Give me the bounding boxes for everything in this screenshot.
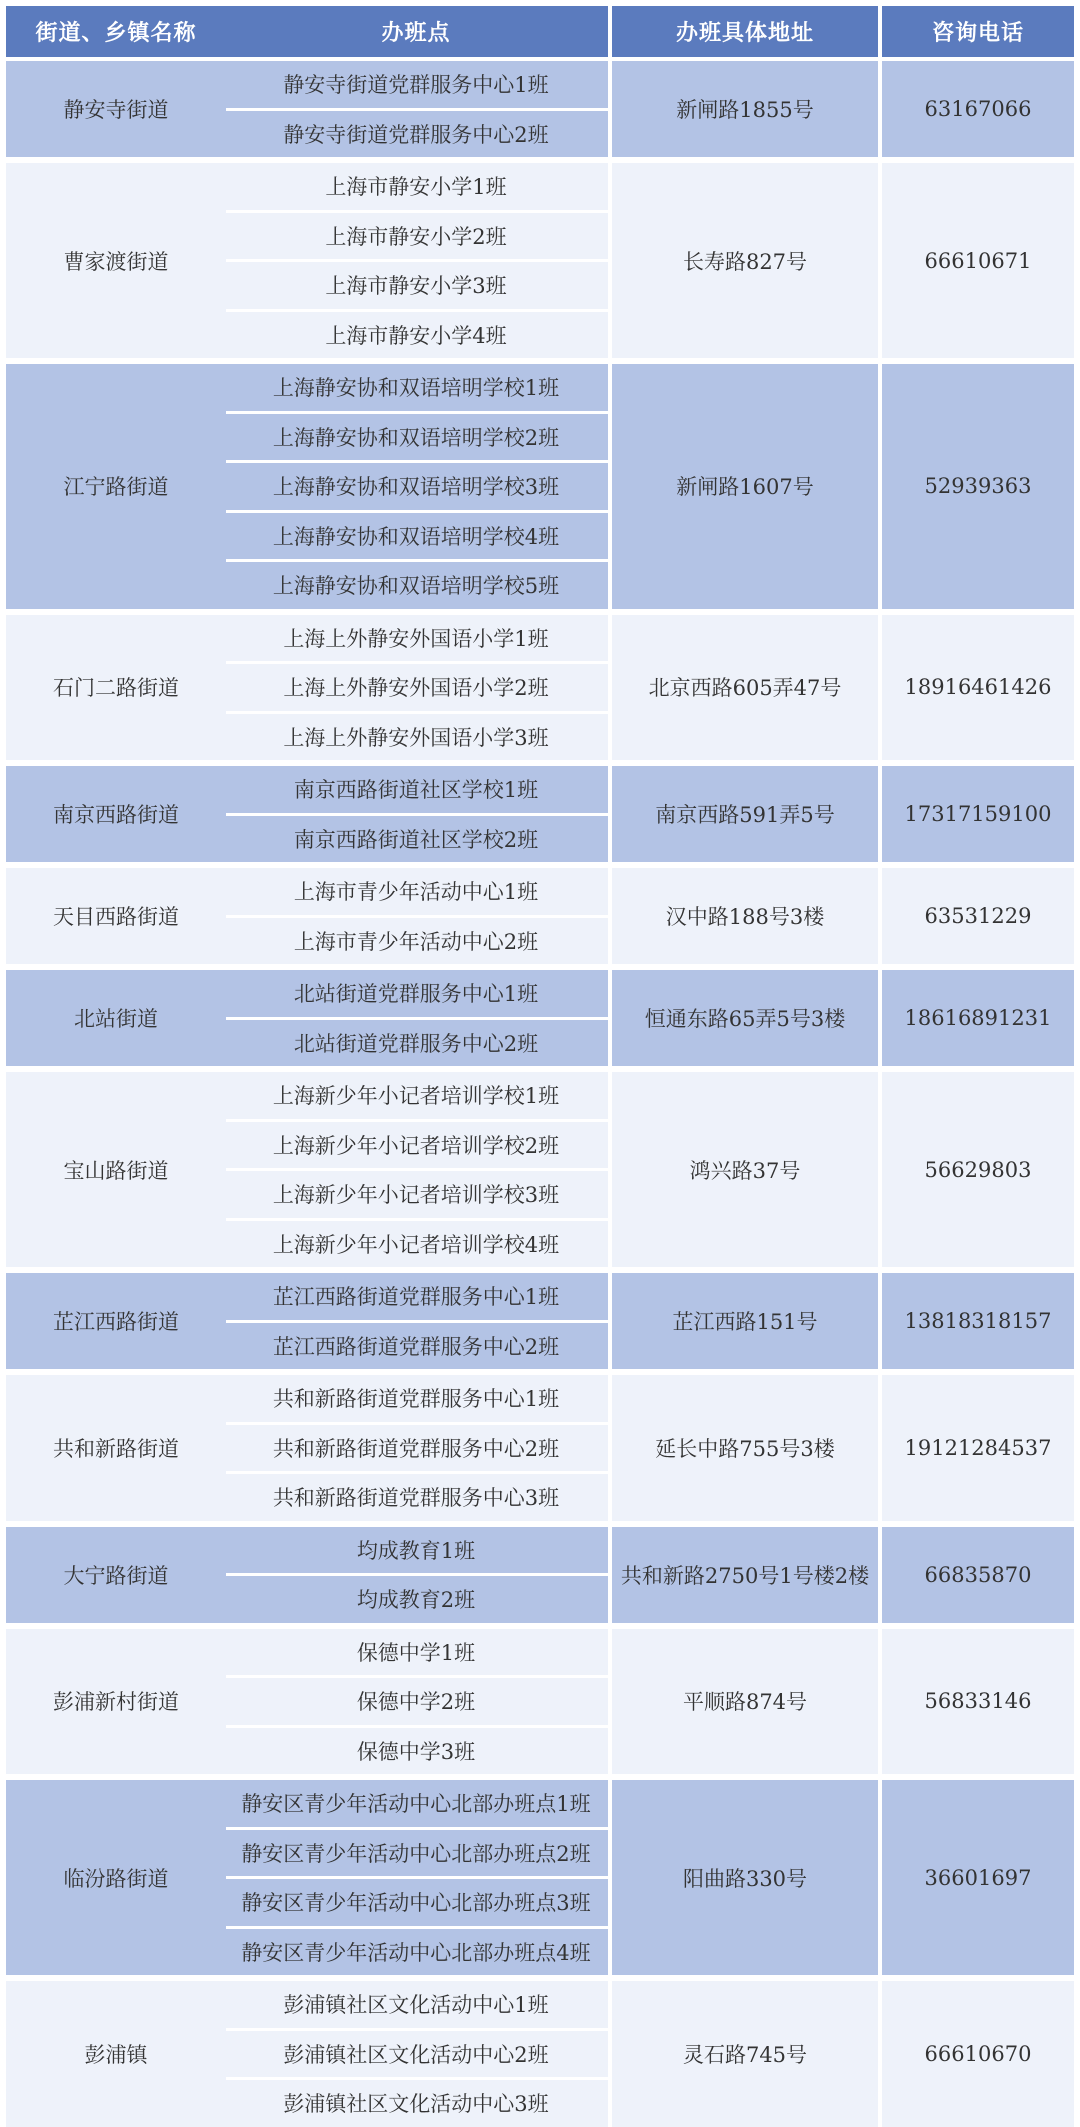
class-site-cell: 上海静安协和双语培明学校2班 xyxy=(224,414,608,461)
header-class-site: 办班点 xyxy=(224,6,608,57)
phone-cell: 19121284537 xyxy=(882,1375,1074,1521)
phone-cell: 63531229 xyxy=(882,868,1074,964)
address-cell: 平顺路874号 xyxy=(612,1629,878,1775)
class-site-cell: 芷江西路街道党群服务中心2班 xyxy=(224,1323,608,1370)
class-site-cell: 南京西路街道社区学校1班 xyxy=(224,766,608,813)
class-site-cell: 共和新路街道党群服务中心2班 xyxy=(224,1425,608,1472)
phone-cell: 18616891231 xyxy=(882,970,1074,1066)
class-site-cell: 上海市静安小学1班 xyxy=(224,163,608,210)
class-site-cell: 上海上外静安外国语小学3班 xyxy=(224,714,608,761)
class-site-cell: 上海市静安小学2班 xyxy=(224,213,608,260)
class-site-cell: 静安寺街道党群服务中心2班 xyxy=(224,111,608,158)
class-site-cell: 共和新路街道党群服务中心1班 xyxy=(224,1375,608,1422)
phone-cell: 56629803 xyxy=(882,1072,1074,1267)
address-cell: 鸿兴路37号 xyxy=(612,1072,878,1267)
phone-cell: 66610671 xyxy=(882,163,1074,358)
phone-cell: 36601697 xyxy=(882,1780,1074,1975)
phone-cell: 13818318157 xyxy=(882,1273,1074,1369)
class-site-cell: 上海静安协和双语培明学校3班 xyxy=(224,463,608,510)
district-cell: 曹家渡街道 xyxy=(6,163,226,358)
class-site-cell: 静安寺街道党群服务中心1班 xyxy=(224,61,608,108)
address-cell: 北京西路605弄47号 xyxy=(612,615,878,761)
header-address: 办班具体地址 xyxy=(612,6,878,57)
district-cell: 静安寺街道 xyxy=(6,61,226,157)
class-site-cell: 上海上外静安外国语小学2班 xyxy=(224,664,608,711)
phone-cell: 66835870 xyxy=(882,1527,1074,1623)
class-site-cell: 上海新少年小记者培训学校3班 xyxy=(224,1171,608,1218)
district-cell: 宝山路街道 xyxy=(6,1072,226,1267)
class-site-cell: 上海静安协和双语培明学校1班 xyxy=(224,364,608,411)
class-site-cell: 北站街道党群服务中心1班 xyxy=(224,970,608,1017)
class-site-cell: 北站街道党群服务中心2班 xyxy=(224,1020,608,1067)
class-site-cell: 上海市静安小学4班 xyxy=(224,312,608,359)
district-cell: 共和新路街道 xyxy=(6,1375,226,1521)
address-cell: 长寿路827号 xyxy=(612,163,878,358)
district-cell: 天目西路街道 xyxy=(6,868,226,964)
phone-cell: 66610670 xyxy=(882,1981,1074,2127)
address-cell: 南京西路591弄5号 xyxy=(612,766,878,862)
district-cell: 石门二路街道 xyxy=(6,615,226,761)
class-site-cell: 均成教育1班 xyxy=(224,1527,608,1574)
address-cell: 新闸路1607号 xyxy=(612,364,878,609)
class-site-cell: 均成教育2班 xyxy=(224,1576,608,1623)
class-site-cell: 上海市青少年活动中心1班 xyxy=(224,868,608,915)
phone-cell: 63167066 xyxy=(882,61,1074,157)
class-site-cell: 彭浦镇社区文化活动中心2班 xyxy=(224,2031,608,2078)
phone-cell: 52939363 xyxy=(882,364,1074,609)
class-site-cell: 静安区青少年活动中心北部办班点3班 xyxy=(224,1879,608,1926)
district-cell: 芷江西路街道 xyxy=(6,1273,226,1369)
phone-cell: 18916461426 xyxy=(882,615,1074,761)
class-site-cell: 上海市青少年活动中心2班 xyxy=(224,918,608,965)
phone-cell: 17317159100 xyxy=(882,766,1074,862)
address-cell: 共和新路2750号1号楼2楼 xyxy=(612,1527,878,1623)
address-cell: 灵石路745号 xyxy=(612,1981,878,2127)
address-cell: 新闸路1855号 xyxy=(612,61,878,157)
class-site-cell: 上海新少年小记者培训学校4班 xyxy=(224,1221,608,1268)
district-cell: 临汾路街道 xyxy=(6,1780,226,1975)
class-site-cell: 上海上外静安外国语小学1班 xyxy=(224,615,608,662)
header-phone: 咨询电话 xyxy=(882,6,1074,57)
class-site-cell: 上海市静安小学3班 xyxy=(224,262,608,309)
address-cell: 阳曲路330号 xyxy=(612,1780,878,1975)
address-cell: 芷江西路151号 xyxy=(612,1273,878,1369)
district-cell: 北站街道 xyxy=(6,970,226,1066)
class-site-cell: 芷江西路街道党群服务中心1班 xyxy=(224,1273,608,1320)
class-site-cell: 南京西路街道社区学校2班 xyxy=(224,816,608,863)
class-site-cell: 上海新少年小记者培训学校1班 xyxy=(224,1072,608,1119)
district-cell: 江宁路街道 xyxy=(6,364,226,609)
class-site-cell: 静安区青少年活动中心北部办班点4班 xyxy=(224,1929,608,1976)
class-site-cell: 保德中学2班 xyxy=(224,1678,608,1725)
class-site-cell: 上海静安协和双语培明学校5班 xyxy=(224,562,608,609)
class-site-cell: 上海静安协和双语培明学校4班 xyxy=(224,513,608,560)
class-site-cell: 共和新路街道党群服务中心3班 xyxy=(224,1474,608,1521)
district-cell: 大宁路街道 xyxy=(6,1527,226,1623)
phone-cell: 56833146 xyxy=(882,1629,1074,1775)
class-site-cell: 保德中学1班 xyxy=(224,1629,608,1676)
class-site-cell: 保德中学3班 xyxy=(224,1728,608,1775)
district-cell: 彭浦新村街道 xyxy=(6,1629,226,1775)
class-site-cell: 彭浦镇社区文化活动中心3班 xyxy=(224,2080,608,2127)
address-cell: 恒通东路65弄5号3楼 xyxy=(612,970,878,1066)
class-site-cell: 静安区青少年活动中心北部办班点1班 xyxy=(224,1780,608,1827)
class-site-cell: 彭浦镇社区文化活动中心1班 xyxy=(224,1981,608,2028)
class-site-cell: 上海新少年小记者培训学校2班 xyxy=(224,1122,608,1169)
district-cell: 南京西路街道 xyxy=(6,766,226,862)
district-cell: 彭浦镇 xyxy=(6,1981,226,2127)
header-district: 街道、乡镇名称 xyxy=(6,6,226,57)
class-site-cell: 静安区青少年活动中心北部办班点2班 xyxy=(224,1830,608,1877)
address-cell: 汉中路188号3楼 xyxy=(612,868,878,964)
address-cell: 延长中路755号3楼 xyxy=(612,1375,878,1521)
